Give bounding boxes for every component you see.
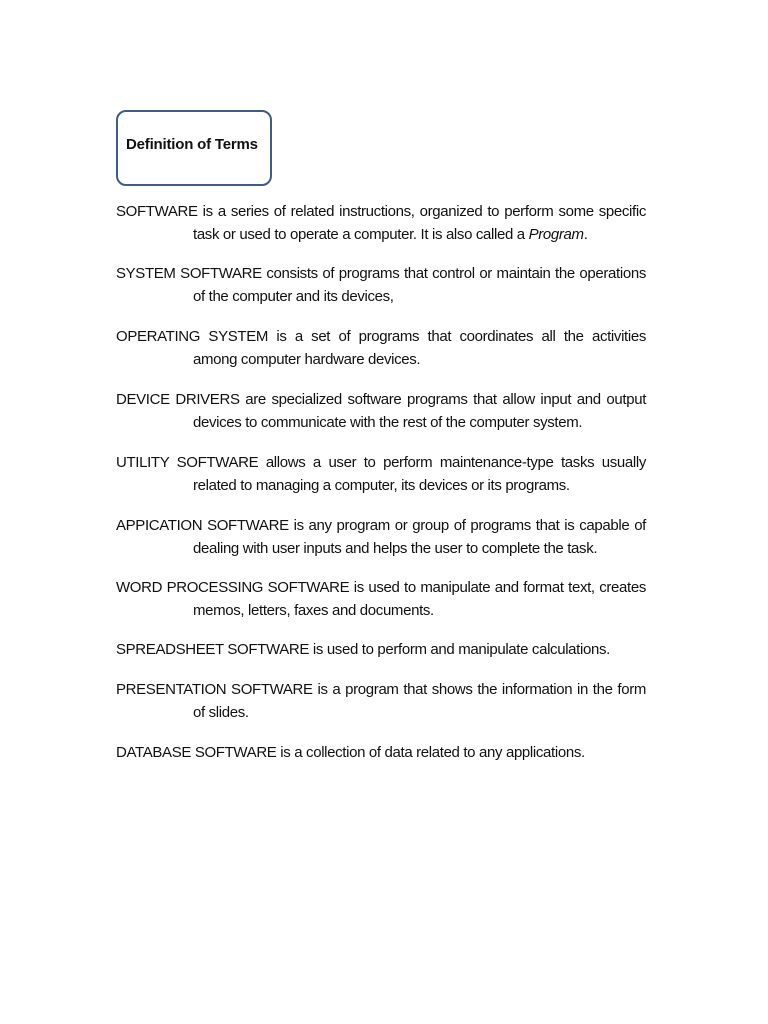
definition-first-line: [116, 741, 646, 764]
definition-first-line: [116, 388, 646, 411]
definition-first-line: [116, 262, 646, 285]
definition-item: [116, 514, 646, 560]
definition-continuation-end: .: [583, 226, 588, 243]
definition-term: SOFTWARE: [116, 203, 198, 220]
definition-continuation-text: of the computer and its devices,: [193, 288, 394, 305]
definition-continuation-text: task or used to operate a computer. It is also called a: [193, 226, 529, 243]
definition-continuation-text: among computer hardware devices.: [193, 351, 421, 368]
definition-first-line: [116, 638, 646, 661]
definition-term: SPREADSHEET SOFTWARE: [116, 641, 310, 658]
definition-text: consists of programs that control or maintain the operations: [261, 265, 646, 282]
definition-first-line: [116, 325, 646, 348]
definition-item: [116, 388, 646, 434]
definition-first-line: [116, 451, 646, 474]
definition-continuation: [116, 223, 646, 246]
definition-text: is a series of related instructions, organized to perform some specific: [197, 203, 646, 220]
definition-term: DATABASE SOFTWARE: [116, 744, 277, 761]
definition-first-line: [116, 678, 646, 701]
definition-item: [116, 741, 646, 764]
definition-continuation: [116, 348, 646, 371]
definition-continuation: [116, 701, 646, 724]
definition-text: are specialized software programs that allow input and output: [239, 391, 647, 408]
definition-continuation: [116, 474, 646, 497]
definition-term: WORD PROCESSING SOFTWARE: [116, 579, 350, 596]
definition-continuation-text: devices to communicate with the rest of the computer system.: [193, 414, 583, 431]
definition-term: OPERATING SYSTEM: [116, 328, 269, 345]
definition-text: is a program that shows the information in the form: [312, 681, 646, 698]
definition-item: [116, 262, 646, 308]
definition-item: [116, 200, 646, 246]
definition-first-line: [116, 514, 646, 537]
definition-first-line: [116, 200, 646, 223]
title-box: [116, 110, 272, 186]
definition-continuation: [116, 285, 646, 308]
definition-continuation-text: of slides.: [193, 704, 249, 721]
definition-continuation-text: memos, letters, faxes and documents.: [193, 602, 434, 619]
definition-first-line: [116, 576, 646, 599]
definition-continuation-text: related to managing a computer, its devices or its programs.: [193, 477, 570, 494]
definition-item: [116, 678, 646, 724]
definition-text: is used to manipulate and format text, creates: [349, 579, 646, 596]
definition-term: PRESENTATION SOFTWARE: [116, 681, 313, 698]
definition-emphasis: Program: [528, 226, 584, 243]
definition-continuation: [116, 411, 646, 434]
definition-text: allows a user to perform maintenance-type tasks usually: [258, 454, 647, 471]
definition-term: UTILITY SOFTWARE: [116, 454, 259, 471]
definition-term: APPICATION SOFTWARE: [116, 517, 289, 534]
definition-item: [116, 576, 646, 622]
page-title: Definition of Terms: [126, 136, 258, 153]
definition-text: is any program or group of programs that is capable of: [288, 517, 646, 534]
definition-continuation: [116, 599, 646, 622]
definition-text: is used to perform and manipulate calculations.: [309, 641, 610, 658]
definition-item: [116, 638, 646, 661]
definition-text: is a collection of data related to any applications.: [276, 744, 585, 761]
definition-term: SYSTEM SOFTWARE: [116, 265, 262, 282]
definition-term: DEVICE DRIVERS: [116, 391, 240, 408]
definition-item: [116, 325, 646, 371]
definition-continuation: [116, 537, 646, 560]
definition-item: [116, 451, 646, 497]
definition-text: is a set of programs that coordinates all the activities: [268, 328, 646, 345]
definition-continuation-text: dealing with user inputs and helps the user to complete the task.: [193, 540, 598, 557]
